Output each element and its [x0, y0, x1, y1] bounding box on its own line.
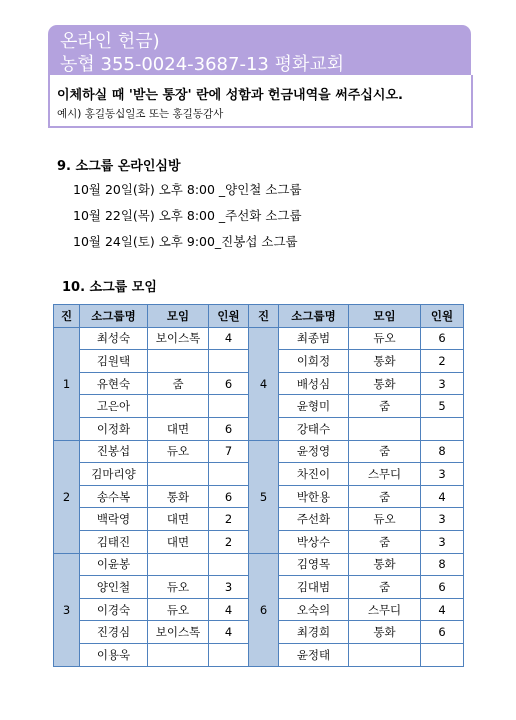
group-number-cell: 5	[249, 440, 279, 553]
member-name-cell: 윤형미	[279, 395, 349, 418]
account-banner	[48, 25, 471, 75]
group-number-cell: 3	[54, 553, 80, 666]
meeting-type-cell: 대면	[148, 417, 209, 440]
column-header: 모임	[349, 305, 421, 328]
meeting-type-cell	[349, 417, 421, 440]
headcount-cell: 3	[421, 372, 464, 395]
member-name-cell: 진봉섭	[80, 440, 148, 463]
meeting-type-cell: 줌	[349, 485, 421, 508]
member-name-cell: 김영목	[279, 553, 349, 576]
meeting-type-cell: 보이스톡	[148, 327, 209, 350]
member-name-cell: 양인철	[80, 576, 148, 599]
meeting-type-cell: 통화	[148, 485, 209, 508]
transfer-notice	[48, 75, 473, 128]
group-number-cell: 6	[249, 553, 279, 666]
headcount-cell: 6	[421, 576, 464, 599]
member-name-cell: 이희정	[279, 350, 349, 373]
column-header: 소그룹명	[80, 305, 148, 328]
member-name-cell: 김원택	[80, 350, 148, 373]
meeting-type-cell	[349, 643, 421, 666]
member-name-cell: 박상수	[279, 530, 349, 553]
member-name-cell: 윤정영	[279, 440, 349, 463]
member-name-cell: 최종범	[279, 327, 349, 350]
table-row	[54, 440, 464, 463]
member-name-cell: 유현숙	[80, 372, 148, 395]
headcount-cell: 2	[209, 530, 249, 553]
group-number-cell: 2	[54, 440, 80, 553]
headcount-cell: 5	[421, 395, 464, 418]
column-header: 인원	[421, 305, 464, 328]
member-name-cell: 진경심	[80, 621, 148, 644]
column-header: 진	[54, 305, 80, 328]
schedule-item: 10월 22일(목) 오후 8:00 _주선화 소그룹	[73, 208, 302, 223]
schedule-item: 10월 24일(토) 오후 9:00_진봉섭 소그룹	[73, 234, 298, 249]
member-name-cell: 오숙의	[279, 598, 349, 621]
headcount-cell: 6	[421, 621, 464, 644]
headcount-cell	[421, 643, 464, 666]
member-name-cell: 박한용	[279, 485, 349, 508]
member-name-cell: 윤정태	[279, 643, 349, 666]
headcount-cell: 3	[421, 463, 464, 486]
meeting-type-cell: 듀오	[349, 508, 421, 531]
table-row	[54, 553, 464, 576]
meeting-type-cell: 듀오	[148, 576, 209, 599]
table-body	[54, 327, 464, 666]
section-10-title: 10. 소그룹 모임	[62, 280, 157, 295]
meeting-type-cell: 통화	[349, 372, 421, 395]
headcount-cell: 8	[421, 440, 464, 463]
group-table	[53, 304, 464, 667]
headcount-cell	[209, 553, 249, 576]
headcount-cell: 8	[421, 553, 464, 576]
member-name-cell: 차진이	[279, 463, 349, 486]
member-name-cell: 이정화	[80, 417, 148, 440]
table-header-row	[54, 305, 464, 328]
member-name-cell: 송수복	[80, 485, 148, 508]
headcount-cell: 2	[421, 350, 464, 373]
headcount-cell: 6	[209, 372, 249, 395]
member-name-cell: 이경숙	[80, 598, 148, 621]
headcount-cell	[209, 395, 249, 418]
headcount-cell: 4	[209, 598, 249, 621]
meeting-type-cell: 줌	[349, 530, 421, 553]
meeting-type-cell: 통화	[349, 350, 421, 373]
meeting-type-cell: 보이스톡	[148, 621, 209, 644]
schedule-item: 10월 20일(화) 오후 8:00 _양인철 소그룹	[73, 182, 302, 197]
column-header: 진	[249, 305, 279, 328]
headcount-cell	[209, 643, 249, 666]
member-name-cell: 김태진	[80, 530, 148, 553]
headcount-cell: 4	[209, 327, 249, 350]
meeting-type-cell: 통화	[349, 621, 421, 644]
headcount-cell: 3	[421, 508, 464, 531]
column-header: 모임	[148, 305, 209, 328]
headcount-cell: 4	[209, 621, 249, 644]
meeting-type-cell	[148, 463, 209, 486]
member-name-cell: 강태수	[279, 417, 349, 440]
meeting-type-cell	[148, 553, 209, 576]
meeting-type-cell: 대면	[148, 508, 209, 531]
meeting-type-cell: 통화	[349, 553, 421, 576]
member-name-cell: 이용욱	[80, 643, 148, 666]
member-name-cell: 주선화	[279, 508, 349, 531]
meeting-type-cell: 줌	[349, 395, 421, 418]
headcount-cell	[209, 463, 249, 486]
member-name-cell: 고은아	[80, 395, 148, 418]
meeting-type-cell: 줌	[349, 576, 421, 599]
group-number-cell: 1	[54, 327, 80, 440]
headcount-cell: 4	[421, 485, 464, 508]
member-name-cell: 최경희	[279, 621, 349, 644]
meeting-type-cell: 듀오	[148, 598, 209, 621]
meeting-type-cell: 듀오	[148, 440, 209, 463]
meeting-type-cell: 듀오	[349, 327, 421, 350]
group-number-cell: 4	[249, 327, 279, 440]
member-name-cell: 백락영	[80, 508, 148, 531]
headcount-cell: 4	[421, 598, 464, 621]
meeting-type-cell	[148, 643, 209, 666]
meeting-type-cell: 줌	[349, 440, 421, 463]
notice-main: 이체하실 때 '받는 통장' 란에 성함과 헌금내역을 써주십시오.	[57, 88, 403, 103]
meeting-type-cell: 줌	[148, 372, 209, 395]
headcount-cell	[209, 350, 249, 373]
member-name-cell: 배성심	[279, 372, 349, 395]
headcount-cell	[421, 417, 464, 440]
bank-account: 농협 355-0024-3687-13 평화교회	[60, 54, 345, 75]
member-name-cell: 김대범	[279, 576, 349, 599]
headcount-cell: 7	[209, 440, 249, 463]
meeting-type-cell	[148, 350, 209, 373]
column-header: 소그룹명	[279, 305, 349, 328]
notice-example: 예시) 홍길동십일조 또는 홍길동감사	[57, 108, 224, 120]
meeting-type-cell: 스무디	[349, 463, 421, 486]
headcount-cell: 6	[209, 485, 249, 508]
headcount-cell: 2	[209, 508, 249, 531]
member-name-cell: 이윤봉	[80, 553, 148, 576]
headcount-cell: 6	[209, 417, 249, 440]
headcount-cell: 3	[209, 576, 249, 599]
headcount-cell: 3	[421, 530, 464, 553]
meeting-type-cell	[148, 395, 209, 418]
column-header: 인원	[209, 305, 249, 328]
member-name-cell: 김마리양	[80, 463, 148, 486]
member-name-cell: 최성숙	[80, 327, 148, 350]
table-row	[54, 327, 464, 350]
headcount-cell: 6	[421, 327, 464, 350]
meeting-type-cell: 스무디	[349, 598, 421, 621]
banner-title: 온라인 헌금)	[60, 31, 160, 52]
section-9-title: 9. 소그룹 온라인심방	[57, 159, 181, 174]
meeting-type-cell: 대면	[148, 530, 209, 553]
